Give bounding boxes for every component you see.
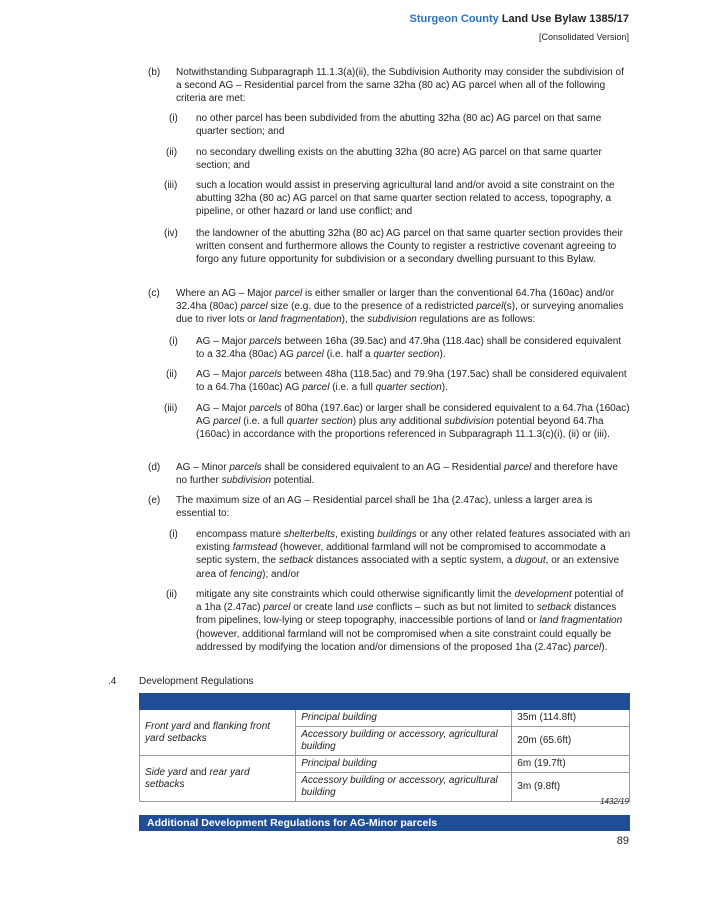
table-row	[140, 710, 630, 727]
subclause-text: AG – Major parcels between 48ha (118.5ac) and 79.9ha (197.5ac) shall be considered equivalent to a 64.7ha (160ac) AG parcel (i.e. a full quarter section).	[196, 369, 627, 394]
subclause-text: AG – Major parcels between 16ha (39.5ac) and 47.9ha (118.4ac) shall be considered equivalent to a 32.4ha (80ac) AG parcel (i.e. half a quarter section).	[196, 336, 622, 361]
clause-label: (b)	[148, 67, 161, 78]
clause-label: (c)	[148, 288, 160, 299]
table-header-cell	[140, 694, 630, 710]
subclause-label: (i)	[169, 529, 178, 540]
page-number: 89	[616, 835, 629, 847]
setback-value-cell: 35m (114.8ft)	[512, 710, 630, 727]
setback-group-cell: Side yard and rear yard setbacks	[140, 756, 296, 802]
subclause-text: the landowner of the abutting 32ha (80 ac) AG parcel on that same quarter section provides their written consent and furthermore allows the County to register a restrictive covenant agreeing to forgo any future opportunity for subdivision or a secondary dwelling pursuant to this Bylaw.	[196, 228, 623, 266]
subclause-label: (iii)	[164, 403, 178, 414]
subclause-text: AG – Major parcels of 80ha (197.6ac) or larger shall be considered equivalent to a 64.7ha (160ac) AG parcel (i.e. a full quarter section) plus any additional subdivision potential beyond 64.7ha (160ac) in accordance with the proportions referenced in Subparagraph 11.1.3(c)(i), (ii) or (iii).	[196, 403, 630, 441]
section-number: .4	[108, 676, 117, 687]
setback-value-cell: 6m (19.7ft)	[512, 756, 630, 773]
clause-d-text: AG – Minor parcels shall be considered equivalent to an AG – Residential parcel and therefore have no further subdivision potential.	[176, 462, 618, 487]
building-type-cell: Principal building	[296, 756, 512, 773]
subclause-label: (i)	[169, 113, 178, 124]
subclause-label: (iv)	[164, 228, 178, 239]
clause-b-text: Notwithstanding Subparagraph 11.1.3(a)(ii), the Subdivision Authority may consider the subdivision of a second AG – Residential parcel from the same 32ha (80 ac) AG parcel when all of the following criteria are met:	[176, 67, 624, 105]
subclause-text: no other parcel has been subdivided from the abutting 32ha (80 ac) AG parcel on that same quarter section; and	[196, 113, 602, 138]
building-type-cell: Principal building	[296, 710, 512, 727]
table-header-row	[140, 694, 630, 710]
document-subtitle: [Consolidated Version]	[538, 32, 629, 42]
table-row	[140, 756, 630, 773]
clause-c-text: Where an AG – Major parcel is either smaller or larger than the conventional 64.7ha (160ac) and/or 32.4ha (80ac) parcel size (e.g. due to the presence of a redistricted parcel(s), or surveying anomalies due to river lots or land fragmentation), the subdivision regulations are as follows:	[176, 288, 624, 326]
subclause-text: such a location would assist in preserving agricultural land and/or avoid a site constraint on the abutting 32ha (80 ac) AG parcel on that same quarter section related to access, topography, a pipeline, or other hazard or land use conflict; and	[196, 180, 615, 218]
document-title: Sturgeon County Land Use Bylaw 1385/17	[409, 13, 629, 25]
subclause-label: (iii)	[164, 180, 178, 191]
development-regulations-table	[139, 693, 630, 802]
subclause-text: encompass mature shelterbelts, existing buildings or any other related features associated with an existing farmstead (however, additional farmland will not be compromised to accommodate a septic system, the setback distances associated with a septic system, a dugout, or an extensive area of fencing); and/or	[196, 529, 631, 580]
setback-group-cell: Front yard and flanking front yard setbacks	[140, 710, 296, 756]
subclause-text: mitigate any site constraints which could otherwise significantly limit the development potential of a 1ha (2.47ac) parcel or create land use conflicts – such as but not limited to setback distances from pipelines, low-lying or steep topography, inaccessible portions of land or land fragmentation (however, additional farmland will not be compromised when a site constraint could equally be addressed by modifying the location and/or dimensions of the proposed 1ha (2.47ac) parcel).	[196, 589, 624, 653]
subclause-text: no secondary dwelling exists on the abutting 32ha (80 acre) AG parcel on that same quarter section; and	[196, 147, 602, 172]
building-type-cell: Accessory building or accessory, agricultural building	[296, 773, 512, 802]
setback-value-cell: 20m (65.6ft)	[512, 727, 630, 756]
clause-label: (d)	[148, 462, 161, 473]
amendment-reference: 1432/19	[600, 797, 629, 806]
subclause-label: (ii)	[166, 369, 178, 380]
clause-e-text: The maximum size of an AG – Residential parcel shall be 1ha (2.47ac), unless a larger area is essential to:	[176, 495, 593, 520]
subclause-label: (i)	[169, 336, 178, 347]
subclause-label: (ii)	[166, 147, 178, 158]
subclause-label: (ii)	[166, 589, 178, 600]
section-heading-bar: Additional Development Regulations for AG-Minor parcels	[139, 815, 630, 831]
setback-value-cell: 3m (9.8ft)	[512, 773, 630, 802]
clause-label: (e)	[148, 495, 161, 506]
section-title: Development Regulations	[139, 676, 254, 687]
building-type-cell: Accessory building or accessory, agricultural building	[296, 727, 512, 756]
